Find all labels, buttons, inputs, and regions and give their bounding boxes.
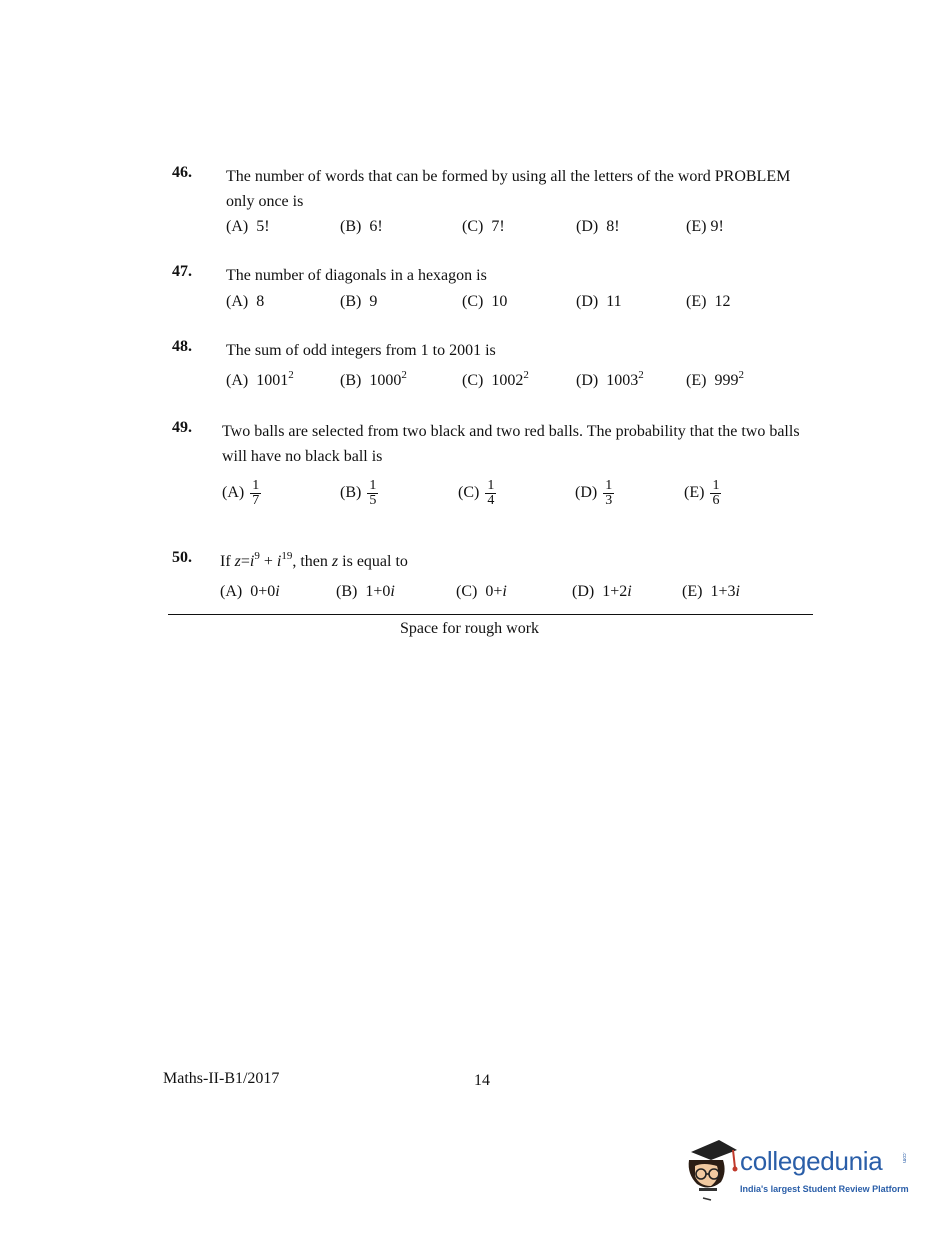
fraction: $\frac{1}{6}$ bbox=[712, 478, 720, 508]
option-a: (A) 8 bbox=[226, 293, 265, 310]
option-e: (E) $\frac{1}{6}$ bbox=[684, 478, 720, 508]
option-e: (E) $999^2$ bbox=[686, 369, 744, 389]
rough-work-label: Space for rough work bbox=[399, 620, 540, 637]
question-text: The sum of odd integers from 1 to 2001 is bbox=[226, 342, 496, 359]
option-b: (B) 9 bbox=[340, 293, 378, 310]
question-number: 50. bbox=[172, 549, 192, 566]
options-row bbox=[226, 293, 816, 333]
brand-tagline: India's largest Student Review Platform bbox=[740, 1184, 909, 1194]
option-b: (B) $\frac{1}{5}$ bbox=[340, 478, 377, 508]
question-text: If $z=i^9 + i^{19}$, then z is equal to bbox=[220, 550, 408, 570]
fraction: $\frac{1}{5}$ bbox=[369, 478, 377, 508]
question-text: The number of diagonals in a hexagon is bbox=[226, 267, 487, 284]
question-number: 46. bbox=[172, 164, 192, 181]
option-c: (C) $\frac{1}{4}$ bbox=[458, 478, 495, 508]
options-row bbox=[226, 218, 816, 258]
fraction: $\frac{1}{4}$ bbox=[487, 478, 495, 508]
option-d: (D) 1+2i bbox=[572, 583, 632, 600]
option-b: (B) 1000$^2$ bbox=[340, 369, 407, 389]
question-text: The number of words that can be formed by using all the letters of the word PROBLEM only once is bbox=[226, 168, 791, 210]
brand-domain-suffix: .com bbox=[901, 1152, 907, 1163]
option-d: (D) 8! bbox=[576, 218, 620, 235]
option-a: (A) 1001$^2$ bbox=[226, 369, 294, 389]
question-number: 47. bbox=[172, 263, 192, 280]
question-number: 48. bbox=[172, 338, 192, 355]
question-49 bbox=[172, 419, 822, 529]
divider-line bbox=[168, 614, 813, 615]
question-48 bbox=[172, 338, 822, 398]
option-a: (A) $\frac{1}{7}$ bbox=[222, 478, 260, 508]
option-a: (A) 0+0i bbox=[220, 583, 280, 600]
option-d: (D) 11 bbox=[576, 293, 622, 310]
option-e: (E) 12 bbox=[686, 293, 731, 310]
page-number: 14 bbox=[474, 1072, 490, 1089]
fraction: $\frac{1}{7}$ bbox=[252, 478, 260, 508]
option-c: (C) 1002$^2$ bbox=[462, 369, 529, 389]
option-b: (B) 6! bbox=[340, 218, 383, 235]
fraction: $\frac{1}{3}$ bbox=[605, 478, 613, 508]
option-c: (C) 0+i bbox=[456, 583, 507, 600]
option-b: (B) 1+0i bbox=[336, 583, 395, 600]
option-c: (C) 7! bbox=[462, 218, 505, 235]
options-row bbox=[222, 479, 812, 519]
question-text: Two balls are selected from two black and two red balls. The probability that the two balls will have no black ball is bbox=[222, 423, 800, 465]
question-46 bbox=[172, 164, 822, 244]
option-e: (E) 9! bbox=[686, 218, 724, 235]
brand-logo bbox=[683, 1138, 923, 1208]
option-c: (C) 10 bbox=[462, 293, 508, 310]
question-47 bbox=[172, 263, 822, 323]
option-d: (D) $\frac{1}{3}$ bbox=[575, 478, 613, 508]
question-50 bbox=[172, 549, 822, 609]
options-row bbox=[220, 583, 810, 623]
paper-code: Maths-II-B1/2017 bbox=[163, 1070, 280, 1087]
question-number: 49. bbox=[172, 419, 192, 436]
options-row bbox=[226, 369, 816, 412]
student-mascot-icon bbox=[683, 1138, 739, 1208]
option-d: (D) 1003$^2$ bbox=[576, 369, 644, 389]
brand-name: collegedunia bbox=[740, 1146, 883, 1176]
option-a: (A) 5! bbox=[226, 218, 270, 235]
option-e: (E) 1+3i bbox=[682, 583, 740, 600]
